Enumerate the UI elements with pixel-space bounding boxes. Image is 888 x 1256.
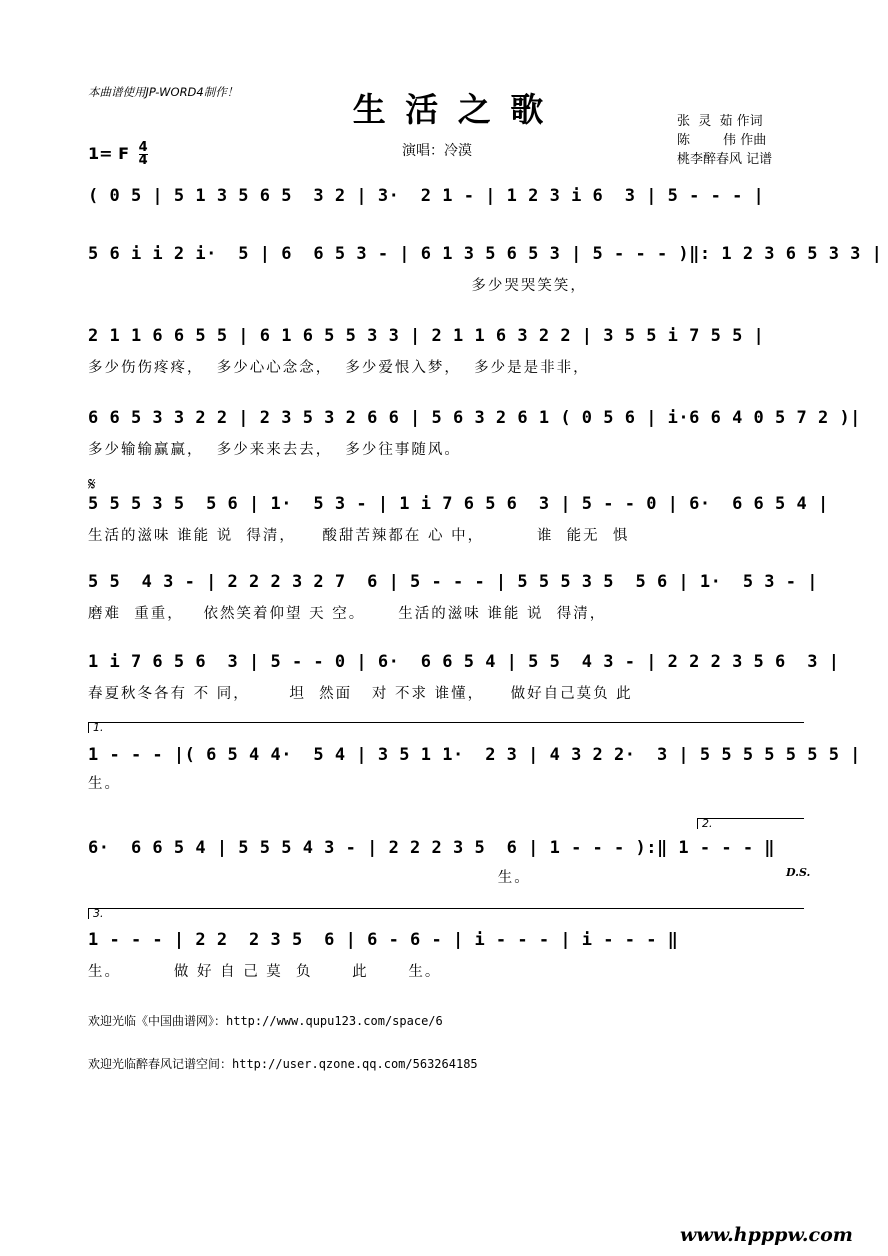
score-line-2-lyrics: 多少哭哭笑笑， [88, 278, 587, 294]
ds-mark: D.S. [786, 866, 811, 879]
footer-link-qupu[interactable]: 欢迎光临《中国曲谱网》：http://www.qupu123.com/space/6 [88, 1014, 443, 1028]
score-line-9-lyrics: 生。 [88, 870, 531, 886]
score-line-3-lyrics: 多少伤伤疼疼， 多少心心念念， 多少爱恨入梦， 多少是是非非， [88, 360, 590, 376]
volta-3-label: 3. [93, 907, 104, 920]
credit-composer: 陈 伟 作曲 [677, 133, 767, 148]
watermark: www.hpppw.com [680, 1224, 853, 1246]
score-line-3-notes: 2 1 1 6 6 5 5 | 6 1 6 5 5 3 3 | 2 1 1 6 3 2 2 | 3 5 5 i 7 5 5 | [88, 326, 765, 346]
volta-bracket-1 [88, 722, 804, 733]
score-line-6-lyrics: 磨难 重重， 依然笑着仰望 天 空。 生活的滋味 谁能 说 得清， [88, 606, 607, 622]
singer: 演唱：冷漠 [402, 143, 472, 159]
score-line-1-notes: ( 0 5 | 5 1 3 5 6 5 3 2 | 3· 2 1 - | 1 2 3 i 6 3 | 5 - - - | [88, 186, 765, 206]
volta-2-label: 2. [702, 817, 713, 830]
volta-bracket-2 [697, 818, 804, 829]
credit-transcriber: 桃李醉春风 记谱 [677, 152, 773, 167]
footer-link-qzone[interactable]: 欢迎光临醉春风记谱空间：http://user.qzone.qq.com/563264185 [88, 1057, 478, 1071]
score-line-5-lyrics: 生活的滋味 谁能 说 得清， 酸甜苦辣都在 心 中， 谁 能无 惧 [88, 528, 630, 544]
key-label: 1= F [88, 144, 130, 163]
time-signature [139, 142, 148, 167]
key-signature [88, 142, 148, 167]
time-bottom: 4 [138, 153, 148, 168]
score-line-8-lyrics: 生。 [88, 776, 121, 792]
score-line-6-notes: 5 5 4 3 - | 2 2 2 3 2 7 6 | 5 - - - | 5 5 5 3 5 5 6 | 1· 5 3 - | [88, 572, 818, 592]
score-line-9-notes: 6· 6 6 5 4 | 5 5 5 4 3 - | 2 2 2 3 5 6 | 1 - - - ):‖ 1 - - - ‖ [88, 838, 776, 858]
score-line-2-notes: 5 6 i i 2 i· 5 | 6 6 5 3 - | 6 1 3 5 6 5 3 | 5 - - - )‖: 1 2 3 6 5 3 3 | [88, 244, 883, 264]
score-line-10-notes: 1 - - - | 2 2 2 3 5 6 | 6 - 6 - | i - - - | i - - - ‖ [88, 930, 679, 950]
volta-1-label: 1. [93, 721, 104, 734]
score-line-5-notes: 5 5 5 3 5 5 6 | 1· 5 3 - | 1 i 7 6 5 6 3 | 5 - - 0 | 6· 6 6 5 4 | [88, 494, 829, 514]
software-note: 本曲谱使用JP-WORD4制作！ [88, 85, 239, 99]
score-line-7-lyrics: 春夏秋冬各有 不 同， 坦 然面 对 不求 谁懂， 做好自己莫负 此 [88, 686, 633, 702]
score-line-10-lyrics: 生。 做 好 自 己 莫 负 此 生。 [88, 964, 442, 980]
score-line-7-notes: 1 i 7 6 5 6 3 | 5 - - 0 | 6· 6 6 5 4 | 5 5 4 3 - | 2 2 2 3 5 6 3 | [88, 652, 840, 672]
score-line-8-notes: 1 - - - |( 6 5 4 4· 5 4 | 3 5 1 1· 2 3 | 4 3 2 2· 3 | 5 5 5 5 5 5 5 | [88, 745, 861, 765]
segno-sign: 𝄋 [88, 474, 96, 495]
volta-bracket-3 [88, 908, 804, 919]
song-title: 生 活 之 歌 [352, 90, 548, 129]
time-top: 4 [138, 140, 148, 155]
score-line-4-notes: 6 6 5 3 3 2 2 | 2 3 5 3 2 6 6 | 5 6 3 2 6 1 ( 0 5 6 | i·6 6 4 0 5 7 2 )| [88, 408, 861, 428]
score-line-4-lyrics: 多少输输赢赢， 多少来来去去， 多少往事随风。 [88, 442, 461, 458]
credit-lyricist: 张 灵 茹 作词 [677, 114, 763, 129]
